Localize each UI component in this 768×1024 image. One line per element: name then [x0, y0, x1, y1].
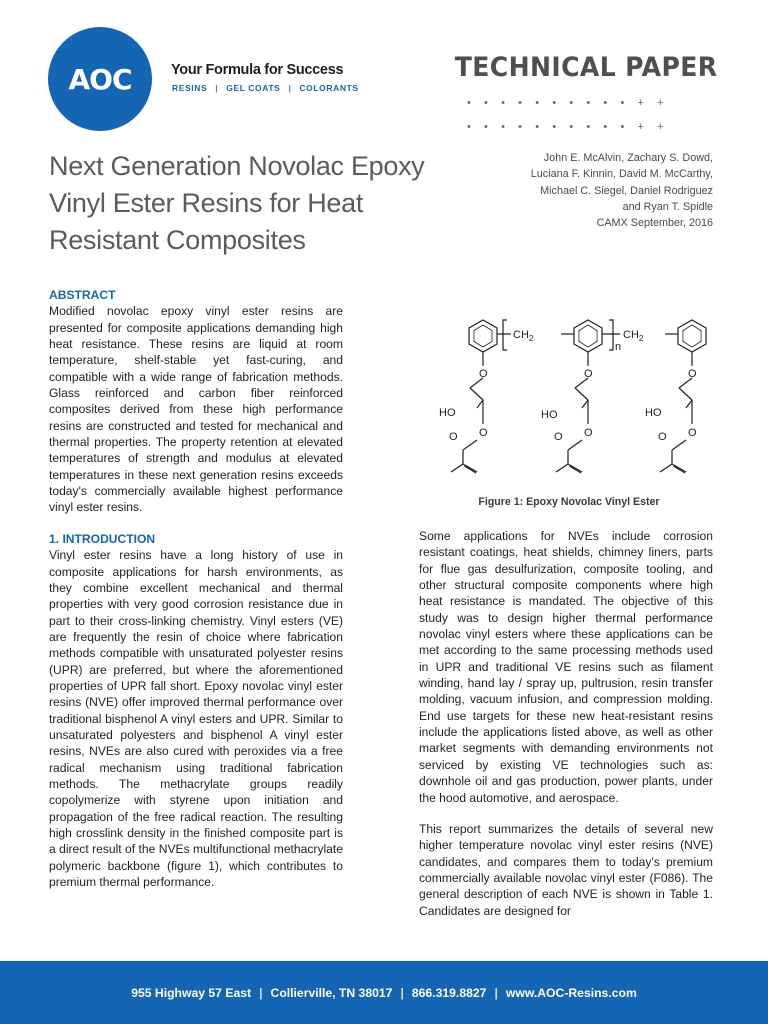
oxygen-label: O [479, 368, 488, 380]
oxygen-label: O [658, 431, 667, 443]
hydroxyl-label: HO [645, 407, 662, 419]
oxygen-label: O [688, 368, 697, 380]
conference-date: CAMX September, 2016 [596, 217, 713, 230]
report-summary-paragraph: This report summarizes the details of several new higher temperature novolac vinyl ester resins (NVE) candidates, and compares them to today's premium commercially available novolac vinyl ester (F086). The general description of each NVE is shown in Table 1. Candidates are designed for [419, 821, 713, 918]
tagline: Your Formula for Success [171, 62, 344, 78]
ch2-label: $CH_2$ [623, 329, 644, 343]
footer-phone[interactable]: 866.319.8827 [411, 985, 487, 1000]
repeat-n-label: n [615, 341, 622, 353]
product-resins: RESINS [172, 83, 208, 93]
oxygen-label: O [584, 427, 593, 439]
applications-paragraph: Some applications for NVEs include corrosion resistant coatings, heat shields, chimney liners, parts for flue gas desulfurization, composite tooling, and other structural composite components where high heat resistance is mandated. The objective of this study was to design higher thermal performance novolac vinyl esters where these applications can be met according to the same processing methods used in UPR and traditional VE resins such as filament winding, hand lay / spray up, pultrusion, resin transfer molding, vacuum infusion, and compression molding. End use targets for these new heat-resistant resins include the applications listed above, as well as other market segments with demanding environments not serviced by existing VE technologies such as: downhole oil and gas production, power plants, under the hood automotive, and aerospace. [419, 529, 713, 805]
author-line: and Ryan T. Spidle [622, 200, 713, 213]
logo-text: AOC [68, 62, 132, 96]
footer-city: Collierville, TN 38017 [270, 985, 393, 1000]
paper-title: Next Generation Novolac Epoxy Vinyl Ester Resins for Heat Resistant Composites [49, 151, 425, 255]
introduction-text: Vinyl ester resins have a long history of use in composite applications for harsh environments, as they combine excellent mechanical and thermal properties with very good corrosion resistance due in part to their cross-linking chemistry. Vinyl esters (VE) are frequently the resin of choice where fabrication methods compatible with unsaturated polyester resins (UPR) are preferred, but where the aforementioned properties of UPR fall short. Epoxy novolac vinyl ester resins (NVE) offer improved thermal performance over traditional bisphenol A vinyl esters and UPR. Similar to unsaturated polyesters and bisphenol A vinyl ester resins, NVEs are also cured with peroxides via a free radical mechanism using traditional fabrication methods. The methacrylate groups readily copolymerize with styrene upon initiation and propagation of the free radical reaction. The resulting high crosslink density in the finished composite part is a direct result of the NVEs multifunctional methacrylate polymeric backbone (figure 1), which contributes to premium thermal performance. [49, 548, 343, 890]
decorative-dots-row-1: ••••••••••++ [467, 97, 677, 109]
chemical-structure-figure [425, 300, 725, 490]
oxygen-label: O [688, 427, 697, 439]
introduction-heading: 1. INTRODUCTION [49, 531, 156, 546]
oxygen-label: O [479, 427, 488, 439]
aoc-logo [48, 27, 152, 131]
abstract-text: Modified novolac epoxy vinyl ester resins are presented for composite applications demanding high heat resistance. These resins are liquid at room temperature, shelf-stable yet fast-curing, and compatible with a wide range of fabrication methods. Glass reinforced and carbon fiber reinforced composites derived from these high performance resins are constructed and tested for mechanical and thermal properties. The property retention at elevated temperatures of strength and modulus at elevated temperatures in these next generation resins exceeds today's commercially available highest performance vinyl ester resins. [49, 304, 343, 515]
right-column [419, 528, 713, 919]
product-gel-coats: GEL COATS [226, 83, 281, 93]
oxygen-label: O [554, 431, 563, 443]
author-line: Michael C. Siegel, Daniel Rodriguez [540, 184, 713, 197]
abstract-heading: ABSTRACT [49, 288, 116, 302]
footer-website-link[interactable]: www.AOC-Resins.com [505, 985, 637, 1000]
hydroxyl-label: HO [439, 407, 456, 419]
oxygen-label: O [584, 368, 593, 380]
document-type: TECHNICAL PAPER [454, 52, 717, 83]
product-lines: RESINS | GEL COATS | COLORANTS [172, 83, 359, 93]
contact-footer: 955 Highway 57 East | Collierville, TN 38017 | 866.319.8827 | www.AOC-Resins.com [0, 961, 768, 1024]
product-colorants: COLORANTS [299, 83, 359, 93]
decorative-dots-row-2: ••••••••••++ [467, 121, 677, 133]
footer-address: 955 Highway 57 East [131, 985, 252, 1000]
left-column [49, 287, 343, 890]
author-line: John E. McAlvin, Zachary S. Dowd, [543, 152, 713, 164]
hydroxyl-label: HO [541, 409, 558, 421]
ch2-label: $CH_2$ [513, 329, 534, 343]
figure-caption: Figure 1: Epoxy Novolac Vinyl Ester [478, 496, 660, 508]
author-block [433, 150, 713, 231]
oxygen-label: O [449, 431, 458, 443]
author-line: Luciana F. Kinnin, David M. McCarthy, [530, 168, 713, 181]
